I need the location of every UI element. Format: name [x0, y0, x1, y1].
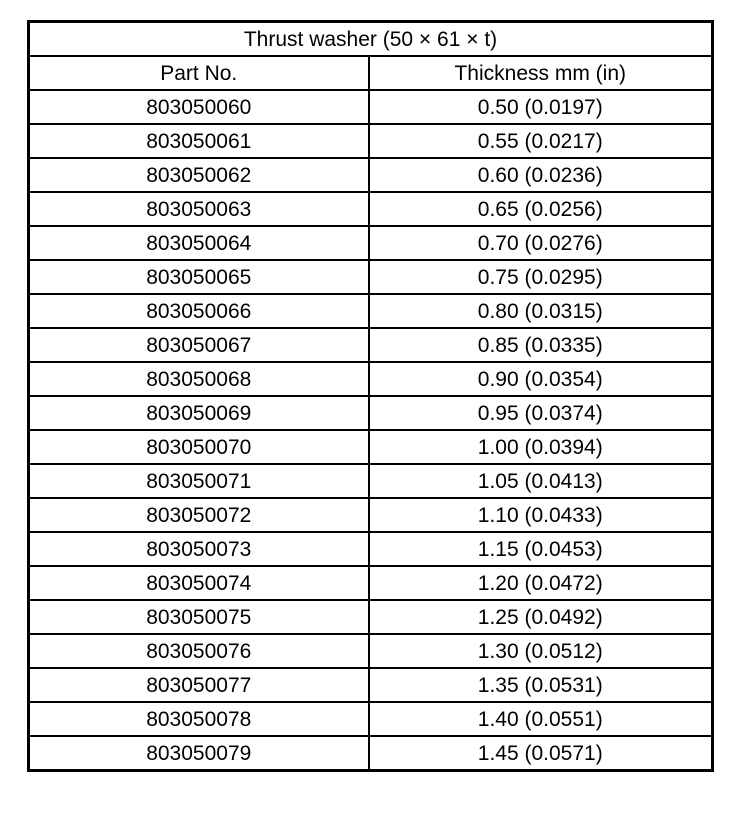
thickness-cell: 0.75 (0.0295): [369, 260, 713, 294]
part-number-cell: 803050070: [29, 430, 369, 464]
table-row: [29, 362, 713, 396]
thrust-washer-table: [27, 20, 714, 772]
title-row: [29, 22, 713, 57]
table-row: [29, 566, 713, 600]
thickness-cell: 0.90 (0.0354): [369, 362, 713, 396]
table-row: [29, 90, 713, 124]
thickness-cell: 1.00 (0.0394): [369, 430, 713, 464]
part-number-cell: 803050077: [29, 668, 369, 702]
part-number-cell: 803050079: [29, 736, 369, 771]
thickness-cell: 1.25 (0.0492): [369, 600, 713, 634]
part-number-cell: 803050068: [29, 362, 369, 396]
thickness-cell: 1.15 (0.0453): [369, 532, 713, 566]
thickness-cell: 0.85 (0.0335): [369, 328, 713, 362]
table-row: [29, 294, 713, 328]
header-row: [29, 56, 713, 90]
part-number-cell: 803050066: [29, 294, 369, 328]
table-row: [29, 668, 713, 702]
table-row: [29, 736, 713, 771]
part-number-cell: 803050067: [29, 328, 369, 362]
thickness-header: Thickness mm (in): [369, 56, 713, 90]
table-row: [29, 226, 713, 260]
part-no-header: Part No.: [29, 56, 369, 90]
table-row: [29, 498, 713, 532]
thickness-cell: 1.35 (0.0531): [369, 668, 713, 702]
thickness-cell: 1.45 (0.0571): [369, 736, 713, 771]
part-number-cell: 803050063: [29, 192, 369, 226]
thickness-cell: 1.10 (0.0433): [369, 498, 713, 532]
table-row: [29, 124, 713, 158]
thickness-cell: 1.20 (0.0472): [369, 566, 713, 600]
table-row: [29, 192, 713, 226]
table-row: [29, 430, 713, 464]
table-row: [29, 464, 713, 498]
table-row: [29, 532, 713, 566]
part-number-cell: 803050060: [29, 90, 369, 124]
thickness-cell: 0.65 (0.0256): [369, 192, 713, 226]
part-number-cell: 803050061: [29, 124, 369, 158]
thickness-cell: 0.55 (0.0217): [369, 124, 713, 158]
table-title: Thrust washer (50 × 61 × t): [29, 22, 713, 57]
part-number-cell: 803050072: [29, 498, 369, 532]
thickness-cell: 0.80 (0.0315): [369, 294, 713, 328]
table-row: [29, 158, 713, 192]
thickness-cell: 1.05 (0.0413): [369, 464, 713, 498]
part-number-cell: 803050065: [29, 260, 369, 294]
thickness-cell: 0.70 (0.0276): [369, 226, 713, 260]
part-number-cell: 803050064: [29, 226, 369, 260]
table-row: [29, 702, 713, 736]
part-number-cell: 803050074: [29, 566, 369, 600]
thickness-cell: 0.50 (0.0197): [369, 90, 713, 124]
part-number-cell: 803050069: [29, 396, 369, 430]
part-number-cell: 803050076: [29, 634, 369, 668]
part-number-cell: 803050075: [29, 600, 369, 634]
table-row: [29, 328, 713, 362]
table-row: [29, 260, 713, 294]
table-row: [29, 396, 713, 430]
thickness-cell: 0.95 (0.0374): [369, 396, 713, 430]
thickness-cell: 1.40 (0.0551): [369, 702, 713, 736]
table-row: [29, 634, 713, 668]
thickness-cell: 1.30 (0.0512): [369, 634, 713, 668]
part-number-cell: 803050078: [29, 702, 369, 736]
table-row: [29, 600, 713, 634]
part-number-cell: 803050073: [29, 532, 369, 566]
part-number-cell: 803050071: [29, 464, 369, 498]
part-number-cell: 803050062: [29, 158, 369, 192]
thickness-cell: 0.60 (0.0236): [369, 158, 713, 192]
